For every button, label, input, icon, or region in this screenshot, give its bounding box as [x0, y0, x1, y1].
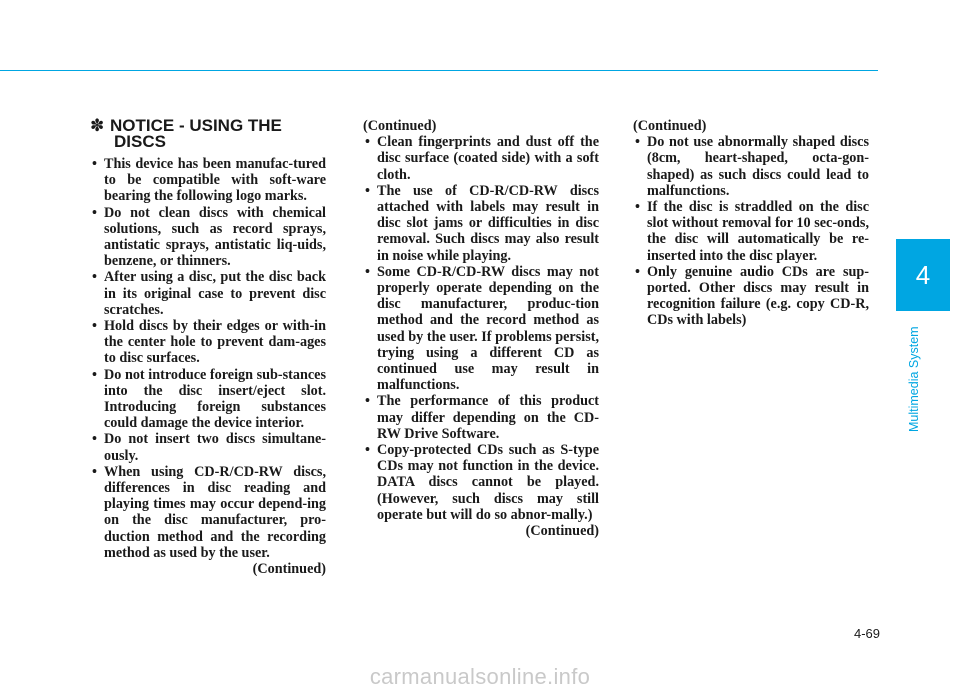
continued-label: (Continued)	[525, 523, 599, 540]
list-item: • Only genuine audio CDs are sup-ported. Other discs may result in recognition failure (e.g. copy CD-R, CDs with labels)	[633, 264, 869, 329]
column-1	[90, 118, 326, 577]
list-item: • After using a disc, put the disc back in its original case to prevent disc scratches.	[90, 269, 326, 318]
list-item: • When using CD-R/CD-RW discs, differences in disc reading and playing times may occur depend-ing on the disc manufacturer, pro-duction method and the recording method as used by the user.	[90, 464, 326, 561]
page-number: 4-69	[853, 626, 880, 641]
list-item: • Clean fingerprints and dust off the disc surface (coated side) with a soft cloth.	[363, 134, 599, 183]
continued-label: (Continued)	[252, 561, 326, 578]
notice-list-1	[90, 156, 326, 561]
notice-list-2	[363, 134, 599, 523]
list-item: • Some CD-R/CD-RW discs may not properly operate depending on the disc manufacturer, produc-tion method and the record method as used by the user. If problems persist, trying using a different CD as continued use may result in malfunctions.	[363, 264, 599, 394]
notice-title-text: NOTICE - USING THE DISCS	[110, 116, 282, 151]
list-item: • Do not use abnormally shaped discs (8cm, heart-shaped, octa-gon-shaped) as such discs could lead to malfunctions.	[633, 134, 869, 199]
watermark-text: carmanualsonline.info	[369, 664, 591, 689]
header-rule	[0, 70, 878, 71]
continued-label: (Continued)	[363, 118, 437, 134]
list-item: • Do not introduce foreign sub-stances into the disc insert/eject slot. Introducing foreign substances could damage the device interior.	[90, 367, 326, 432]
list-item: • Copy-protected CDs such as S-type CDs may not function in the device. DATA discs cannot be played. (However, such discs may still operate but will do so abnor-mally.)	[363, 442, 599, 523]
list-item: • The performance of this product may differ depending on the CD-RW Drive Software.	[363, 393, 599, 442]
chapter-label: Multimedia System	[907, 326, 921, 432]
list-item: • Hold discs by their edges or with-in the center hole to prevent dam-ages to disc surfaces.	[90, 318, 326, 367]
list-item: • Do not insert two discs simultane-ously.	[90, 431, 326, 463]
chapter-tab: 4	[896, 239, 950, 311]
list-item: • This device has been manufac-tured to be compatible with soft-ware bearing the following logo marks.	[90, 156, 326, 205]
notice-list-3	[633, 134, 869, 328]
list-item: • Do not clean discs with chemical solutions, such as record sprays, antistatic sprays, antistatic liq-uids, benzene, or thinners.	[90, 205, 326, 270]
continued-label: (Continued)	[633, 118, 707, 134]
list-item: • The use of CD-R/CD-RW discs attached with labels may result in disc slot jams or difficulties in disc removal. Such discs may also result in noise while playing.	[363, 183, 599, 264]
list-item: • If the disc is straddled on the disc slot without removal for 10 sec-onds, the disc will automatically be re-inserted into the disc player.	[633, 199, 869, 264]
notice-title	[90, 118, 326, 150]
column-3	[633, 118, 869, 329]
column-2	[363, 118, 599, 539]
notice-star-icon: ✽	[90, 116, 105, 135]
